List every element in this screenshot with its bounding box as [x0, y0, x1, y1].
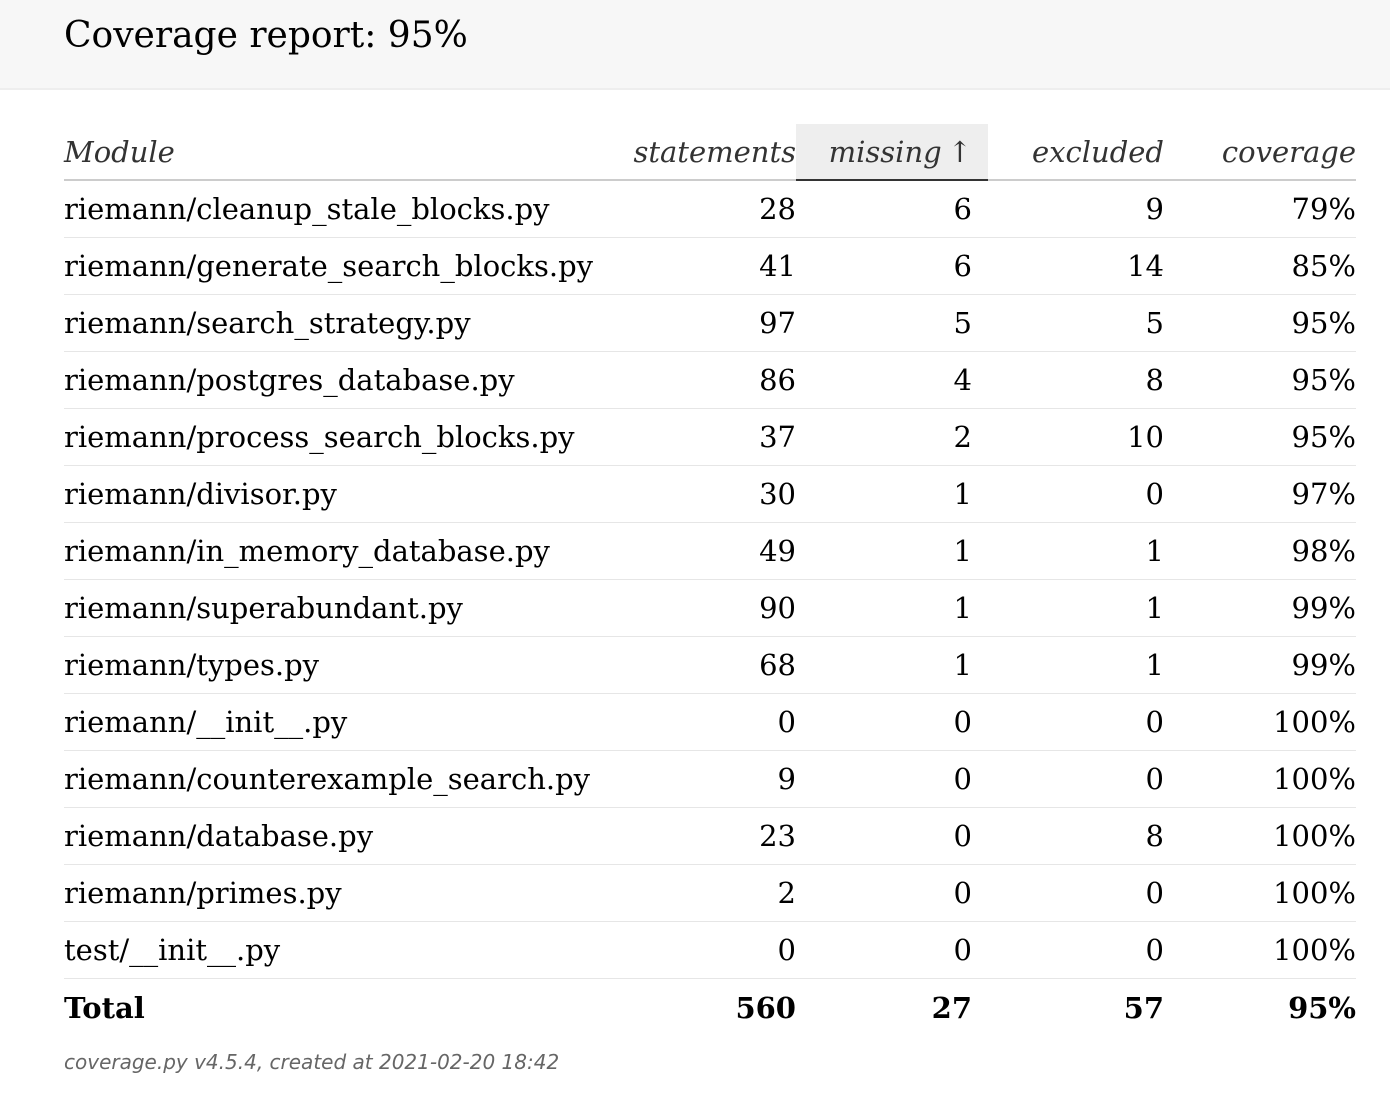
total-row — [64, 979, 1356, 1038]
table-row — [64, 751, 1356, 808]
excluded-cell: 1 — [988, 580, 1164, 637]
excluded-cell: 9 — [988, 180, 1164, 238]
statements-cell: 97 — [594, 295, 796, 352]
sort-ascending-icon: ↑ — [947, 134, 972, 169]
column-header-statements[interactable]: statements — [594, 124, 796, 180]
coverage-cell: 95% — [1164, 295, 1356, 352]
column-header-missing[interactable]: missing ↑ — [796, 124, 988, 180]
module-link[interactable]: riemann/cleanup_stale_blocks.py — [64, 180, 594, 238]
missing-cell: 0 — [796, 751, 988, 808]
module-link[interactable]: riemann/postgres_database.py — [64, 352, 594, 409]
excluded-cell: 10 — [988, 409, 1164, 466]
coverage-table — [64, 124, 1356, 1037]
missing-cell: 2 — [796, 409, 988, 466]
table-row — [64, 694, 1356, 751]
statements-cell: 2 — [594, 865, 796, 922]
statements-cell: 28 — [594, 180, 796, 238]
table-row — [64, 580, 1356, 637]
coverage-cell: 95% — [1164, 352, 1356, 409]
missing-cell: 0 — [796, 808, 988, 865]
missing-cell: 0 — [796, 922, 988, 979]
coverage-cell: 85% — [1164, 238, 1356, 295]
column-header-excluded[interactable]: excluded — [988, 124, 1164, 180]
missing-cell: 0 — [796, 694, 988, 751]
total-statements: 560 — [735, 991, 796, 1025]
coverage-cell: 100% — [1164, 865, 1356, 922]
module-link[interactable]: riemann/superabundant.py — [64, 580, 594, 637]
module-link[interactable]: riemann/process_search_blocks.py — [64, 409, 594, 466]
module-link[interactable]: riemann/__init__.py — [64, 694, 594, 751]
table-row — [64, 637, 1356, 694]
table-row — [64, 295, 1356, 352]
excluded-cell: 0 — [988, 466, 1164, 523]
module-link[interactable]: riemann/counterexample_search.py — [64, 751, 594, 808]
total-missing: 27 — [931, 991, 972, 1025]
total-label: Total — [64, 991, 145, 1025]
statements-cell: 68 — [594, 637, 796, 694]
table-row — [64, 466, 1356, 523]
coverage-cell: 79% — [1164, 180, 1356, 238]
module-link[interactable]: riemann/database.py — [64, 808, 594, 865]
excluded-cell: 0 — [988, 922, 1164, 979]
coverage-cell: 97% — [1164, 466, 1356, 523]
coverage-cell: 100% — [1164, 922, 1356, 979]
module-link[interactable]: riemann/search_strategy.py — [64, 295, 594, 352]
missing-cell: 5 — [796, 295, 988, 352]
table-header-row — [64, 124, 1356, 180]
missing-cell: 1 — [796, 580, 988, 637]
excluded-cell: 5 — [988, 295, 1164, 352]
statements-cell: 23 — [594, 808, 796, 865]
missing-cell: 6 — [796, 180, 988, 238]
module-link[interactable]: riemann/primes.py — [64, 865, 594, 922]
page-header — [0, 0, 1390, 90]
table-row — [64, 409, 1356, 466]
excluded-cell: 0 — [988, 865, 1164, 922]
module-link[interactable]: riemann/in_memory_database.py — [64, 523, 594, 580]
coverage-cell: 95% — [1164, 409, 1356, 466]
statements-cell: 30 — [594, 466, 796, 523]
table-row — [64, 238, 1356, 295]
table-row — [64, 523, 1356, 580]
missing-cell: 4 — [796, 352, 988, 409]
statements-cell: 37 — [594, 409, 796, 466]
module-link[interactable]: riemann/generate_search_blocks.py — [64, 238, 594, 295]
statements-cell: 86 — [594, 352, 796, 409]
coverage-cell: 99% — [1164, 580, 1356, 637]
coverage-cell: 99% — [1164, 637, 1356, 694]
statements-cell: 41 — [594, 238, 796, 295]
page-title: Coverage report: 95% — [64, 15, 468, 56]
module-link[interactable]: test/__init__.py — [64, 922, 594, 979]
excluded-cell: 1 — [988, 637, 1164, 694]
excluded-cell: 1 — [988, 523, 1164, 580]
statements-cell: 49 — [594, 523, 796, 580]
excluded-cell: 14 — [988, 238, 1164, 295]
total-excluded: 57 — [1123, 991, 1164, 1025]
table-row — [64, 922, 1356, 979]
module-link[interactable]: riemann/types.py — [64, 637, 594, 694]
coverage-cell: 100% — [1164, 694, 1356, 751]
missing-cell: 1 — [796, 637, 988, 694]
table-row — [64, 865, 1356, 922]
table-body — [64, 180, 1356, 979]
missing-cell: 6 — [796, 238, 988, 295]
missing-cell: 1 — [796, 466, 988, 523]
missing-cell: 0 — [796, 865, 988, 922]
table-row — [64, 180, 1356, 238]
total-coverage: 95% — [1288, 991, 1356, 1025]
excluded-cell: 0 — [988, 694, 1164, 751]
module-link[interactable]: riemann/divisor.py — [64, 466, 594, 523]
coverage-cell: 98% — [1164, 523, 1356, 580]
footer-note: coverage.py v4.5.4, created at 2021-02-20 18:42 — [64, 1050, 560, 1074]
excluded-cell: 0 — [988, 751, 1164, 808]
coverage-cell: 100% — [1164, 808, 1356, 865]
missing-cell: 1 — [796, 523, 988, 580]
column-header-coverage[interactable]: coverage — [1164, 124, 1356, 180]
coverage-cell: 100% — [1164, 751, 1356, 808]
column-header-module[interactable]: Module — [64, 124, 594, 180]
excluded-cell: 8 — [988, 352, 1164, 409]
table-row — [64, 352, 1356, 409]
statements-cell: 0 — [594, 922, 796, 979]
statements-cell: 90 — [594, 580, 796, 637]
table-row — [64, 808, 1356, 865]
excluded-cell: 8 — [988, 808, 1164, 865]
statements-cell: 9 — [594, 751, 796, 808]
statements-cell: 0 — [594, 694, 796, 751]
